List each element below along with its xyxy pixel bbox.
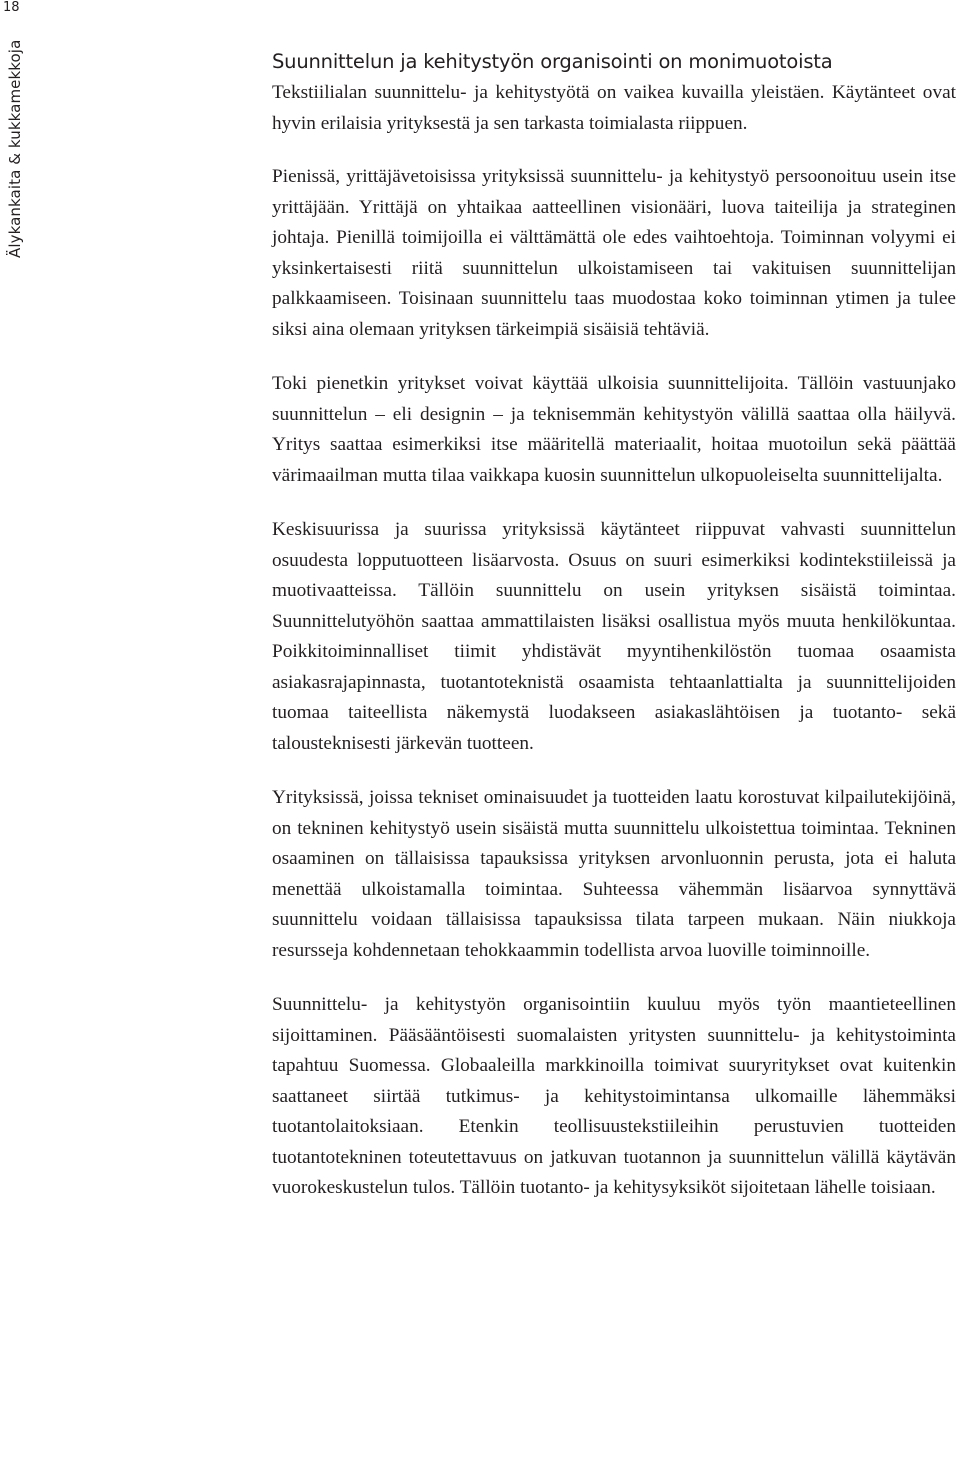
paragraph-3: Toki pienetkin yritykset voivat käyttää ulkoisia suunnittelijoita. Tällöin vastuunjako suunnittelun – eli designin – ja teknisemmän kehitystyön välillä saattaa olla häilyvä. Yritys saattaa esimerkiksi itse määritellä materiaalit, hoitaa muotoilun sekä päättää värimaailman mutta tilaa vaikkapa kuosin suunnittelun ulkopuoleiselta suunnittelijalta. — [272, 373, 956, 486]
paragraph-5: Yrityksissä, joissa tekniset ominaisuudet ja tuotteiden laatu korostuvat kilpailutekijöinä, on tekninen kehitystyö usein sisäistä mutta suunnittelu ulkoistettua toimintaa. Tekninen osaaminen on tällaisissa tapauksissa yrityksen arvonluonnin perusta, jota ei haluta menettää ulkoistamalla toimintaa. Suhteessa vähemmän lisäarvoa synnyttävä suunnittelu voidaan tällaisissa tapauksissa tilata tarpeen mukaan. Näin niukkoja resursseja kohdennetaan tehokkaammin todellista arvoa luoville toiminnoille. — [272, 787, 956, 961]
section-heading: Suunnittelun ja kehitystyön organisointi on monimuotoista — [272, 50, 833, 73]
paragraph-4: Keskisuurissa ja suurissa yrityksissä käytänteet riippuvat vahvasti suunnittelun osuudesta lopputuotteen lisäarvosta. Osuus on suuri esimerkiksi kodintekstiileissä ja muotivaatteissa. Tällöin suunnittelu on usein yrityksen sisäistä toimintaa. Suunnittelutyöhön saattaa ammattilaisten lisäksi osallistua myös muuta henkilökuntaa. Poikkitoiminnalliset tiimit yhdistävät myyntihenkilöstön tuomaa osaamista asiakasrajapinnasta, tuotantoteknistä osaamista tehtaanlattialta ja suunnittelijoiden tuomaa taiteellista näkemystä luodakseen asiakaslähtöisen ja tuotanto- sekä talousteknisesti järkevän tuotteen. — [272, 519, 956, 754]
running-title: Älykankaita & kukkamekkoja — [6, 40, 24, 259]
paragraph-2: Pienissä, yrittäjävetoisissa yrityksissä suunnittelu- ja kehitystyö persoonoituu usein itse yrittäjään. Yrittäjä on yhtaikaa aatteellinen visionääri, luova taiteilija ja strateginen johtaja. Pienillä toimijoilla ei välttämättä ole edes vaihtoehtoja. Toiminnan volyymi ei yksinkertaisesti riitä suunnittelun ulkoistamiseen tai vakituisen suunnittelijan palkkaamiseen. Toisinaan suunnittelu taas muodostaa koko toiminnan ytimen ja tulee siksi aina olemaan yrityksen tärkeimpiä sisäisiä tehtäviä. — [272, 166, 956, 340]
paragraph-6: Suunnittelu- ja kehitystyön organisointiin kuuluu myös työn maantieteellinen sijoittaminen. Pääsääntöisesti suomalaisten yritysten suunnittelu- ja kehitystoiminta tapahtuu Suomessa. Globaaleilla markkinoilla toimivat suuryritykset ovat kuitenkin saattaneet siirtää tutkimus- ja kehitystoimintansa ulkomaille lähemmäksi tuotantolaitoksiaan. Etenkin teollisuustekstiileihin perustuvien tuotteiden tuotantotekninen toteutettavuus on jatkuvan tuotannon ja suunnittelun välillä käytävän vuorokeskustelun tulos. Tällöin tuotanto- ja kehitysyksiköt sijoitetaan lähelle toisiaan. — [272, 994, 956, 1198]
paragraph-1: Tekstiilialan suunnittelu- ja kehitystyötä on vaikea kuvailla yleistäen. Käytänteet ovat hyvin erilaisia yrityksestä ja sen tarkasta toimialasta riippuen. — [272, 82, 956, 134]
page-number: 18 — [3, 0, 20, 15]
article-body — [272, 48, 956, 1228]
